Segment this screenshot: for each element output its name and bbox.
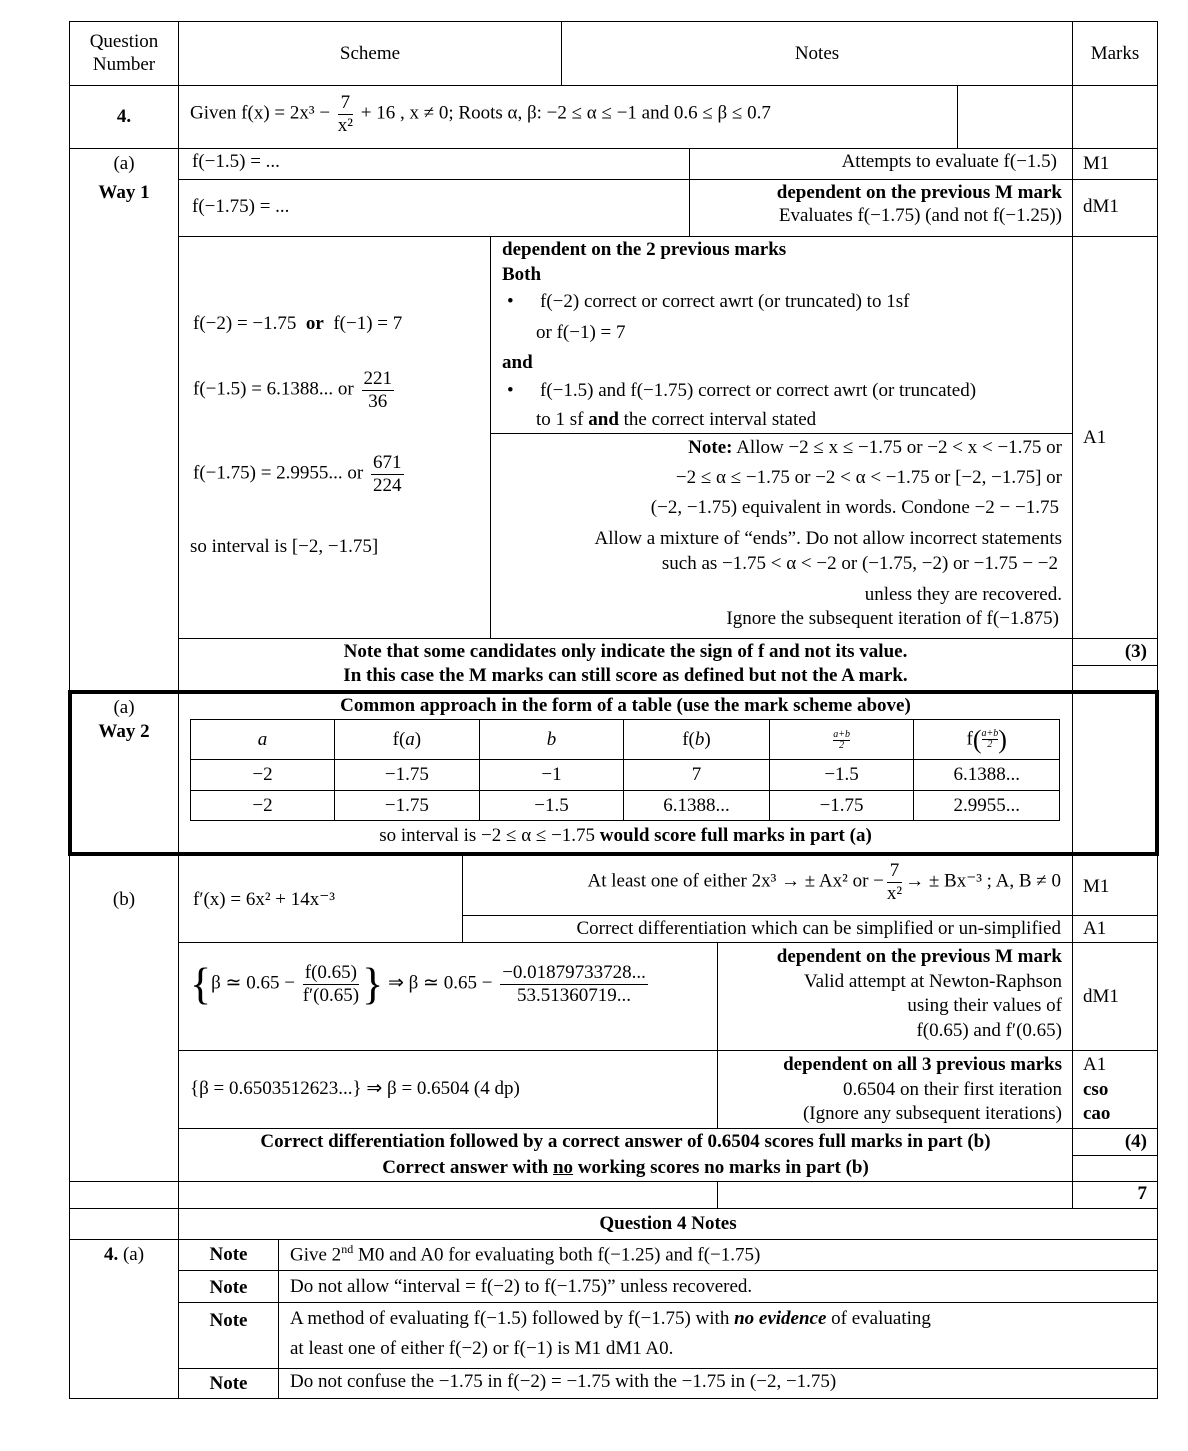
note-label: Note: [209, 1373, 248, 1394]
b-r4-mark-cso: cso: [1083, 1078, 1109, 1100]
brace-close-icon: }: [362, 959, 384, 1009]
way1-r2-note-text: Evaluates f(−1.75) (and not f(−1.25)): [778, 204, 1062, 226]
given-statement: [190, 92, 771, 137]
col-header-f-midpoint: f( $\frac{a+b}{2}$ ): [914, 720, 1060, 760]
way1-r1-bottom: [178, 179, 1158, 180]
notes-part-number: 4.: [103, 1244, 119, 1265]
bisection-table-grid: [190, 719, 1060, 821]
total-divider: [717, 1181, 718, 1208]
header-question-number: [70, 31, 178, 77]
frac-den: f′(0.65): [302, 984, 360, 1006]
notes-part-letter: (a): [122, 1244, 145, 1265]
way2-part-label: (a): [113, 697, 135, 718]
b-summary-l2-pre: Correct answer with: [382, 1157, 549, 1178]
way1-r2-note-bold: dependent on the previous M mark: [776, 182, 1062, 203]
way1-r1-mark: M1: [1083, 153, 1110, 174]
note3-post: of evaluating: [831, 1308, 931, 1329]
way1-r3-both: Both: [502, 264, 542, 285]
note-text: Do not allow “interval = f(−2) to f(−1.75)” unless recovered.: [290, 1276, 753, 1297]
header-marks: Marks: [1090, 43, 1140, 64]
way1-r3-mark: A1: [1083, 427, 1107, 448]
table-cell: −2: [191, 791, 335, 821]
way1-note2-l1: [491, 437, 1062, 460]
conclusion-bold: would score full marks in part (a): [599, 825, 872, 846]
way1-note2-l4: Allow a mixture of “ends”. Do not allow incorrect statements: [594, 528, 1062, 549]
nr-fraction-numeric: [500, 962, 648, 1007]
border-top: [69, 21, 1158, 22]
b-total: (4): [1124, 1131, 1147, 1152]
total-bottom: [69, 1208, 1158, 1209]
col-divider-marks: [1072, 21, 1073, 1208]
way1-r3-scheme-line2: [193, 368, 397, 413]
b-r3-mark: dM1: [1083, 986, 1119, 1007]
b-summary-l2: [179, 1157, 1072, 1180]
way2-conclusion: [179, 825, 1072, 848]
bullet2b-bold: and: [588, 409, 619, 430]
given-prefix: Given f(x) = 2x³ −: [190, 102, 331, 124]
way1-r3-bullet2b: [536, 409, 816, 432]
header-scheme: Scheme: [339, 43, 401, 64]
b-r4-note-l1: 0.6504 on their first iteration: [843, 1078, 1062, 1100]
b-r1-note: [463, 860, 1061, 905]
b-r2-note: Correct differentiation which can be simplified or un-simplified: [576, 918, 1061, 939]
given-divider: [957, 85, 958, 148]
b-r4-bottom: [178, 1128, 1158, 1129]
b-r4-scheme: {β = 0.6503512623...} ⇒ β = 0.6504 (4 dp): [190, 1078, 520, 1099]
b-r3-note-l2: using their values of: [907, 995, 1062, 1017]
given-fraction: [338, 92, 353, 137]
b-r1-note-b: → ± Bx⁻³ ; A, B ≠ 0: [905, 870, 1061, 892]
b-r3-bottom: [178, 1050, 1158, 1051]
b-r1-note-a: At least one of either 2x³ → ± Ax² or −: [587, 870, 884, 892]
nr-step-b: ⇒ β ≃ 0.65 −: [387, 972, 493, 994]
notes-title-bottom: [69, 1239, 1158, 1240]
question-number: 4.: [116, 106, 132, 127]
b-r1-bottom: [462, 915, 1158, 916]
way1-r3-scheme-line1: [193, 313, 402, 336]
note-label: Note:: [688, 437, 733, 458]
note3-bottom: [178, 1368, 1158, 1369]
col-header-fa: f(a): [335, 720, 480, 760]
b-summary-l2-post: working scores no marks in part (b): [577, 1157, 869, 1178]
way1-total: (3): [1124, 641, 1147, 662]
way1-note2-l2: −2 ≤ α ≤ −1.75 or −2 < α < −1.75 or [−2, −1.75] or: [675, 467, 1062, 488]
table-header-row: [191, 720, 1060, 760]
way1-r2-scheme: f(−1.75) = ...: [192, 196, 290, 217]
note-text: [290, 1242, 760, 1267]
table-cell: 2.9955...: [914, 791, 1060, 821]
fraction-221-36: [362, 368, 395, 413]
b-r3-note-bold: dependent on the previous M mark: [776, 946, 1062, 967]
bullet2b-pre: to 1 sf: [536, 409, 584, 430]
or-text: or: [305, 313, 324, 334]
table-row: [191, 791, 1060, 821]
note-text: [290, 1308, 931, 1331]
way2-box-top: [68, 690, 1159, 694]
frac-num: −0.01879733728...: [502, 962, 646, 983]
conclusion-plain: so interval is −2 ≤ α ≤ −1.75: [379, 825, 596, 846]
f-minus1.75-value: f(−1.75) = 2.9955... or: [193, 462, 364, 484]
note-label: Note: [209, 1277, 248, 1298]
note2-l1-text: Allow −2 ≤ x ≤ −1.75 or −2 < x < −1.75 or: [736, 437, 1062, 458]
frac-den: 53.51360719...: [517, 984, 632, 1006]
bisection-table: [190, 719, 1060, 821]
note3-emphasis: no evidence: [734, 1308, 827, 1329]
way1-r2-bottom: [178, 236, 1158, 237]
b-r4-note-bold: dependent on all 3 previous marks: [783, 1054, 1062, 1075]
col-header-a: a: [191, 720, 335, 760]
b-r3-note: [718, 945, 1062, 1044]
f-minus1-value: f(−1) = 7: [333, 313, 403, 334]
given-bottom: [69, 148, 1158, 149]
way2-box-bottom: [68, 852, 1159, 856]
note-label: Note: [209, 1310, 248, 1331]
b-r1-note-fraction: [887, 860, 902, 905]
nr-fraction-symbolic: [303, 962, 359, 1007]
note1-bottom: [178, 1270, 1158, 1271]
notes-part-label: [70, 1244, 178, 1267]
b-r3-note-l3: f(0.65) and f′(0.65): [916, 1020, 1062, 1042]
question-total: 7: [1137, 1183, 1147, 1204]
way1-r3-and: and: [502, 352, 533, 373]
way1-r3-scheme-line3: [193, 452, 407, 497]
table-cell: −1.5: [769, 760, 914, 791]
way1-r1-note: Attempts to evaluate f(−1.5): [841, 151, 1057, 172]
col-header-b: b: [479, 720, 623, 760]
way1-r3-bullet1a: f(−2) correct or correct awrt (or truncated) to 1sf: [540, 291, 910, 312]
brace-open-icon: {: [190, 959, 212, 1009]
b-summary-l2-underlined: no: [552, 1157, 574, 1178]
bullet-icon: •: [507, 291, 514, 312]
header-notes: Notes: [794, 43, 840, 64]
frac-num: f(0.65): [303, 962, 359, 985]
note3-pre: A method of evaluating f(−1.5) followed by f(−1.75) with: [290, 1308, 730, 1329]
way1-r3-scheme-line4: so interval is [−2, −1.75]: [190, 536, 379, 557]
way1-marks-divider: [1072, 665, 1158, 666]
way2-title: Common approach in the form of a table (use the mark scheme above): [340, 695, 911, 716]
table-cell: −1.75: [769, 791, 914, 821]
b-summary-l1: Correct differentiation followed by a correct answer of 0.6504 scores full marks in part (b): [260, 1131, 991, 1152]
header-bottom: [69, 85, 1158, 86]
frac-num: 671: [373, 452, 402, 473]
table-cell: 7: [624, 760, 769, 791]
frac-den: x²: [886, 882, 903, 904]
bullet2b-post: the correct interval stated: [623, 409, 817, 430]
note1-pre: Give 2: [290, 1244, 342, 1266]
given-frac-den: x²: [337, 114, 353, 136]
frac-den: 224: [373, 474, 402, 496]
note-label: Note: [209, 1244, 248, 1265]
note1-text: M0 and A0 for evaluating both f(−1.25) and f(−1.75): [353, 1244, 761, 1266]
nr-step-a: β ≃ 0.65 −: [211, 972, 295, 994]
table-cell: −2: [191, 760, 335, 791]
way1-r2-mark: dM1: [1083, 196, 1119, 217]
table-row: [191, 760, 1060, 791]
table-cell: 6.1388...: [624, 791, 769, 821]
b-r1-scheme: f′(x) = 6x² + 14x⁻³: [193, 889, 335, 910]
given-suffix: + 16 , x ≠ 0; Roots α, β: −2 ≤ α ≤ −1 and 0.6 ≤ β ≤ 0.7: [360, 102, 771, 124]
frac-den: 36: [368, 390, 388, 412]
way1-note-divider: [490, 433, 1073, 434]
way1-r2-note: [690, 182, 1062, 228]
way1-note2-l5: such as −1.75 < α < −2 or (−1.75, −2) or −1.75 − −2: [661, 553, 1058, 574]
way1-r1-scheme: f(−1.5) = ...: [192, 151, 280, 172]
header-qn-line2: Number: [92, 53, 156, 75]
b-r3-note-l1: Valid attempt at Newton-Raphson: [803, 970, 1062, 992]
frac-num: 221: [363, 368, 392, 389]
f-minus1.5-value: f(−1.5) = 6.1388... or: [193, 378, 354, 400]
bullet-icon: •: [507, 380, 514, 401]
b-r4-note-l2: (Ignore any subsequent iterations): [802, 1103, 1062, 1125]
table-cell: −1.75: [335, 791, 480, 821]
b-r4-note: [718, 1053, 1062, 1127]
note2-bottom: [178, 1302, 1158, 1303]
way2-label: Way 2: [98, 721, 150, 742]
way1-r3-bottom: [178, 638, 1158, 639]
f-minus2-value: f(−2) = −1.75: [193, 313, 297, 334]
way1-note2-l7: Ignore the subsequent iteration of f(−1.875): [726, 608, 1059, 629]
col-header-fb: f(b): [624, 720, 769, 760]
note1-sup: nd: [341, 1242, 354, 1256]
b-r2-bottom: [178, 942, 1158, 943]
given-frac-num: 7: [338, 92, 353, 115]
col-header-midpoint: $\frac{a+b}{2}$: [769, 720, 914, 760]
part-a-label: (a): [113, 153, 135, 174]
b-r3-scheme: [190, 959, 651, 1009]
table-cell: −1.5: [479, 791, 623, 821]
frac-num: 7: [887, 860, 902, 883]
way1-summary-l1: Note that some candidates only indicate the sign of f and not its value.: [343, 641, 908, 662]
fraction-671-224: [371, 452, 404, 497]
way1-note2-l3: (−2, −1.75) equivalent in words. Condone −2 − −1.75: [650, 497, 1059, 518]
notes-title: Question 4 Notes: [599, 1213, 737, 1234]
table-cell: 6.1388...: [914, 760, 1060, 791]
table-cell: −1.75: [335, 760, 480, 791]
b-r1-mark: M1: [1083, 876, 1110, 897]
way2-box-right: [1155, 690, 1159, 856]
note-text-l2: at least one of either f(−2) or f(−1) is M1 dM1 A0.: [290, 1338, 674, 1359]
way1-label: Way 1: [98, 182, 150, 203]
b-summary-bottom: [69, 1181, 1158, 1182]
note-text: Do not confuse the −1.75 in f(−2) = −1.75 with the −1.75 in (−2, −1.75): [290, 1371, 837, 1392]
notes-label-divider: [278, 1239, 279, 1399]
way1-r3-bullet2a: f(−1.5) and f(−1.75) correct or correct awrt (or truncated): [540, 380, 977, 401]
b-r4-mark: [1083, 1053, 1110, 1127]
way1-summary-l2: In this case the M marks can still score as defined but not the A mark.: [343, 665, 908, 686]
b-r2-mark: A1: [1083, 918, 1107, 939]
header-qn-line1: Question: [89, 31, 159, 52]
b-r4-mark-cao: cao: [1083, 1103, 1111, 1125]
border-bottom: [69, 1398, 1158, 1399]
table-cell: −1: [479, 760, 623, 791]
b-r4-mark-a1: A1: [1083, 1054, 1107, 1075]
part-b-label: (b): [112, 889, 136, 910]
way1-r3-dep: dependent on the 2 previous marks: [502, 239, 787, 260]
b-marks-divider: [1072, 1155, 1158, 1156]
way1-r3-bullet1b: or f(−1) = 7: [536, 322, 626, 343]
way1-note2-l6: unless they are recovered.: [864, 584, 1062, 605]
